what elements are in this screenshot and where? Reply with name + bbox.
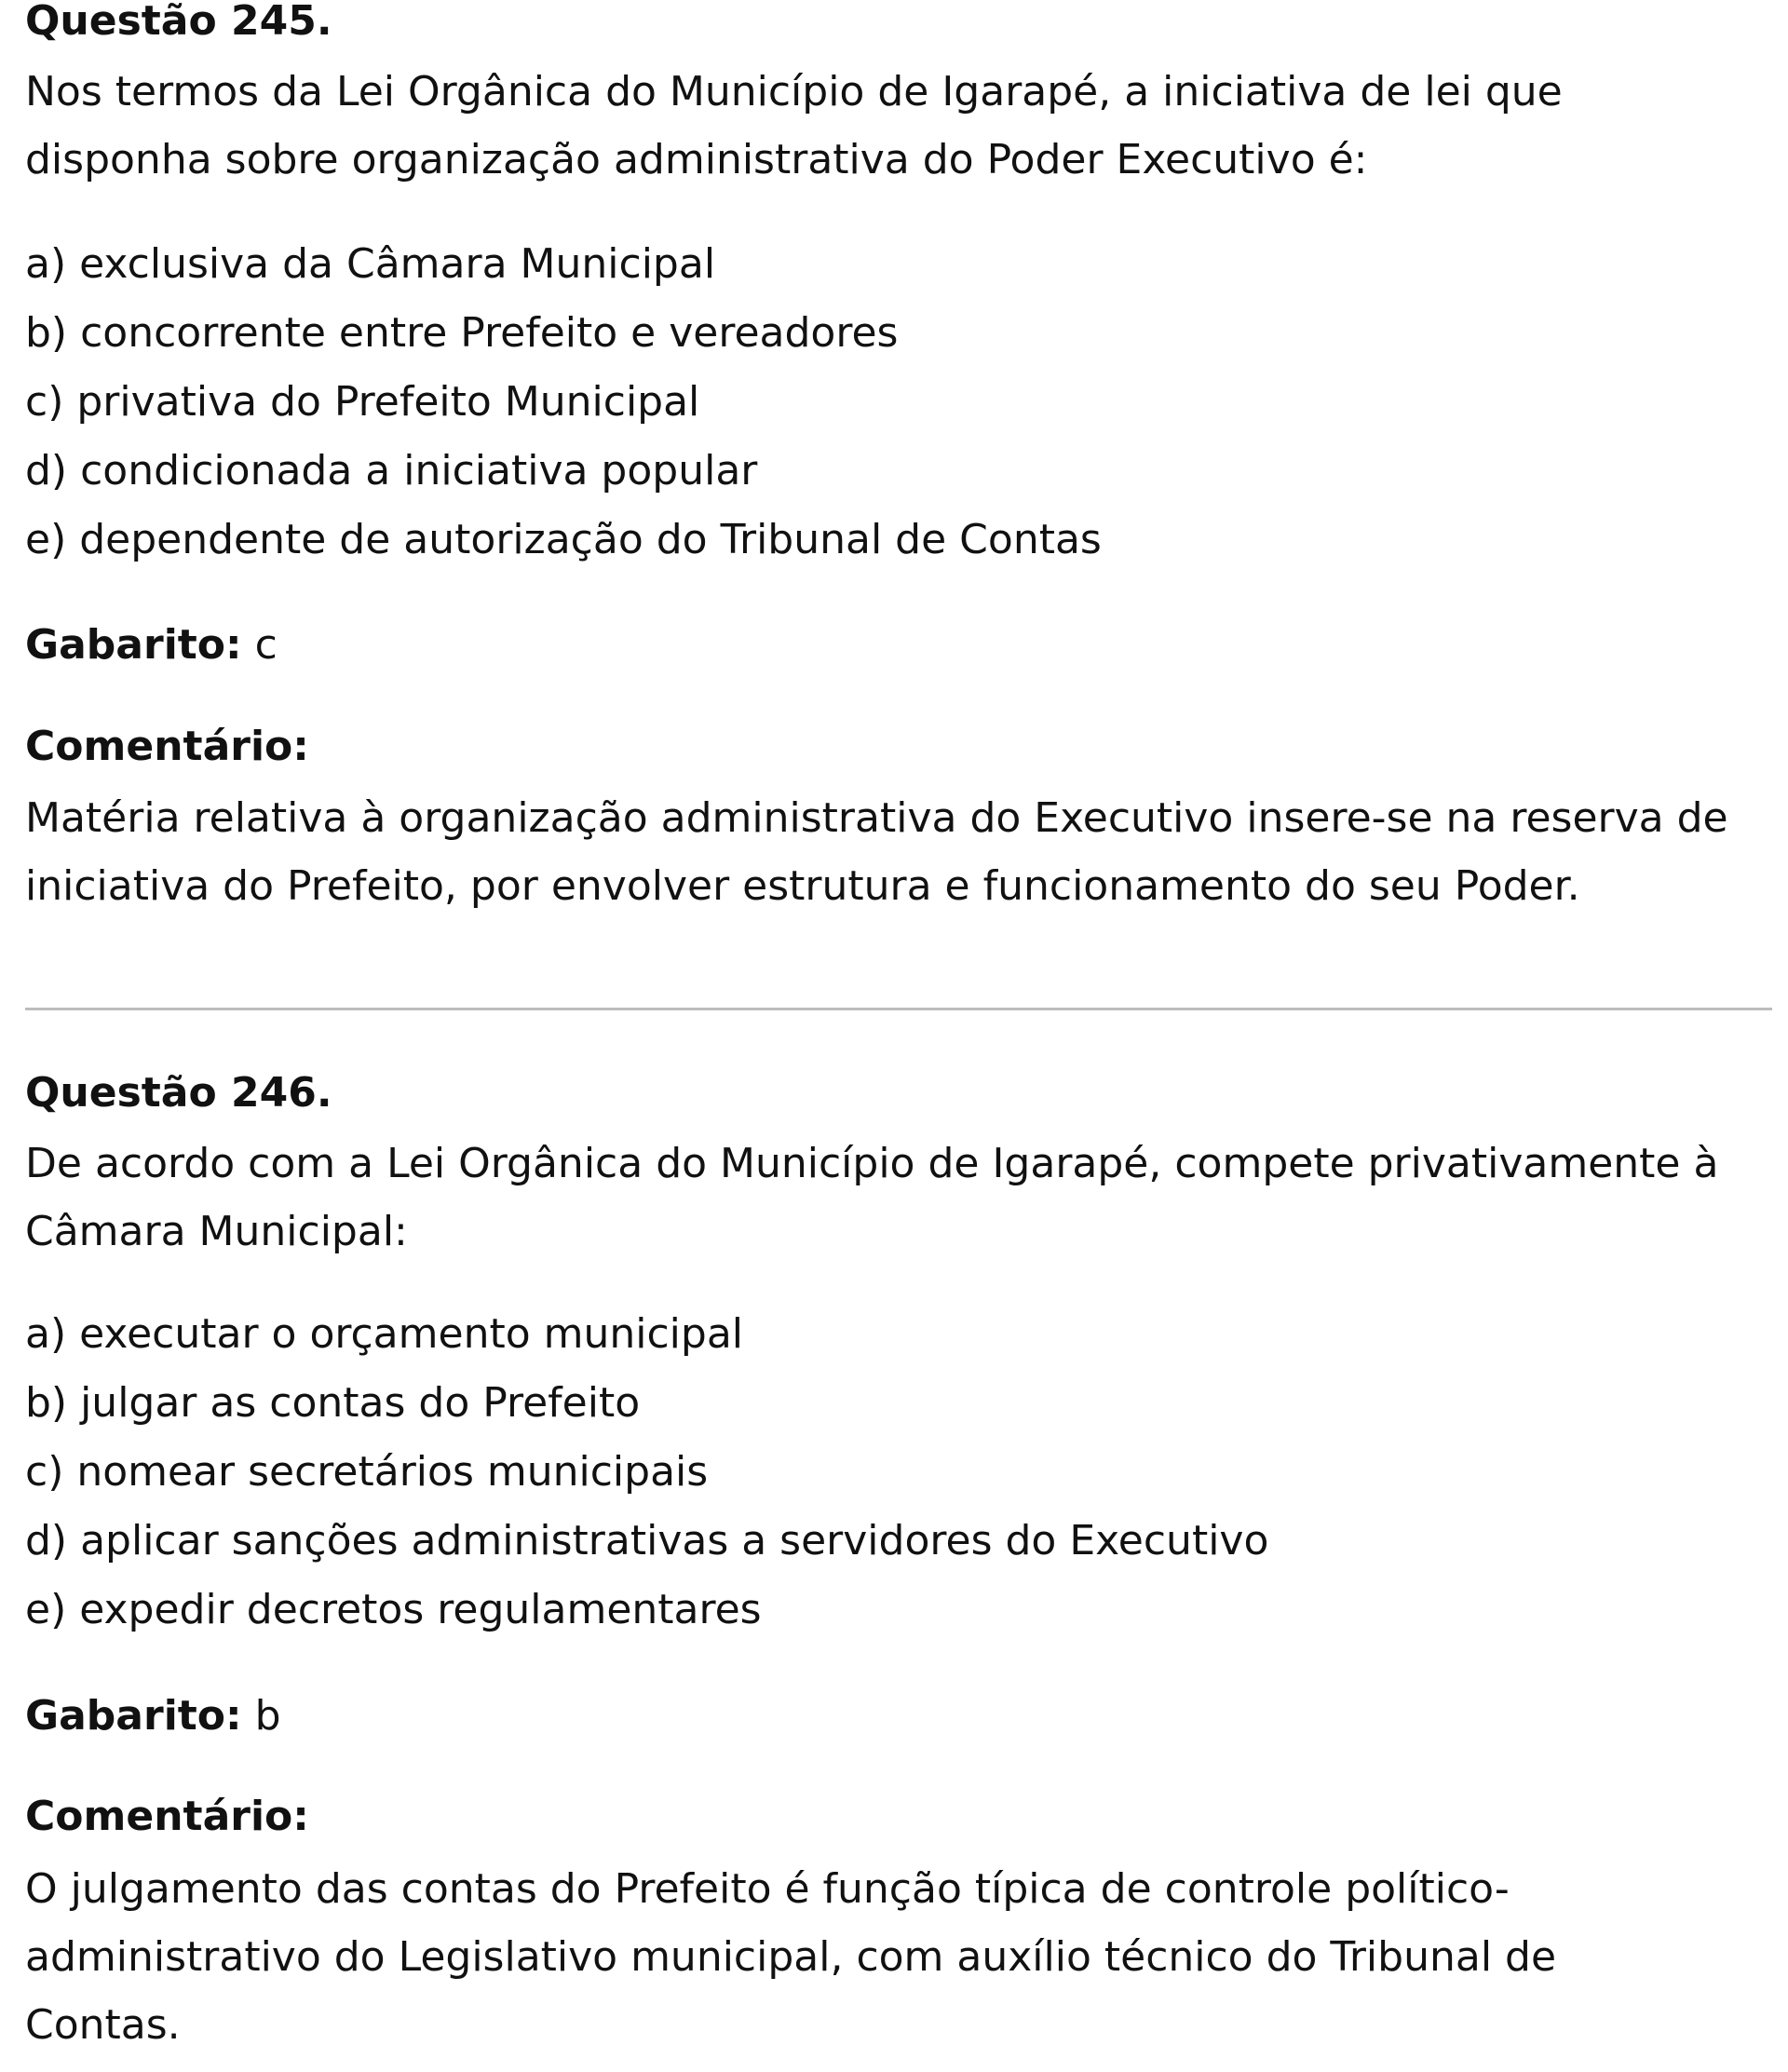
option-a: a) executar o orçamento municipal (25, 1310, 744, 1358)
option-c: c) privativa do Prefeito Municipal (25, 378, 700, 426)
option-e: e) expedir decretos regulamentares (25, 1586, 762, 1633)
comment-line: iniciativa do Prefeito, por envolver estrutura e funcionamento do seu Poder. (25, 862, 1580, 910)
answer-value: c (254, 621, 278, 669)
comment-label: Comentário: (25, 1793, 309, 1840)
option-d: d) aplicar sanções administrativas a servidores do Executivo (25, 1517, 1269, 1564)
comment-text (25, 1855, 1776, 2059)
question-stem-line: Nos termos da Lei Orgânica do Município de Igarapé, a iniciativa de lei que (25, 68, 1563, 115)
option-e: e) dependente de autorização do Tribunal de Contas (25, 516, 1102, 563)
section-divider (25, 1008, 1772, 1010)
option-b: b) julgar as contas do Prefeito (25, 1379, 641, 1427)
comment-text (25, 784, 1776, 920)
option-c: c) nomear secretários municipais (25, 1448, 709, 1496)
question-stem-line: Câmara Municipal: (25, 1208, 408, 1255)
option-a: a) exclusiva da Câmara Municipal (25, 240, 716, 288)
answer-key (25, 622, 278, 669)
question-stem-line: De acordo com a Lei Orgânica do Município de Igarapé, compete privativamente à (25, 1140, 1719, 1187)
answer-key (25, 1693, 281, 1740)
option-d: d) condicionada a iniciativa popular (25, 447, 758, 494)
options-list (25, 1300, 1268, 1645)
comment-line: administrativo do Legislativo municipal, com auxílio técnico do Tribunal de (25, 1933, 1557, 1981)
answer-label: Gabarito: (25, 1692, 242, 1740)
comment-label: Comentário: (25, 723, 309, 770)
comment-line: Contas. (25, 2001, 181, 2049)
answer-label: Gabarito: (25, 621, 242, 669)
question-stem-line: disponha sobre organização administrativa do Poder Executivo é: (25, 136, 1368, 183)
option-b: b) concorrente entre Prefeito e vereadores (25, 309, 899, 357)
comment-line: Matéria relativa à organização administrativa do Executivo insere-se na reserva de (25, 794, 1728, 842)
answer-value: b (254, 1692, 281, 1740)
question-title: Questão 246. (25, 1069, 332, 1117)
options-list (25, 230, 1102, 575)
question-title: Questão 245. (25, 0, 332, 45)
question-stem (25, 1130, 1776, 1266)
question-stem (25, 58, 1776, 194)
comment-line: O julgamento das contas do Prefeito é função típica de controle político- (25, 1865, 1510, 1913)
